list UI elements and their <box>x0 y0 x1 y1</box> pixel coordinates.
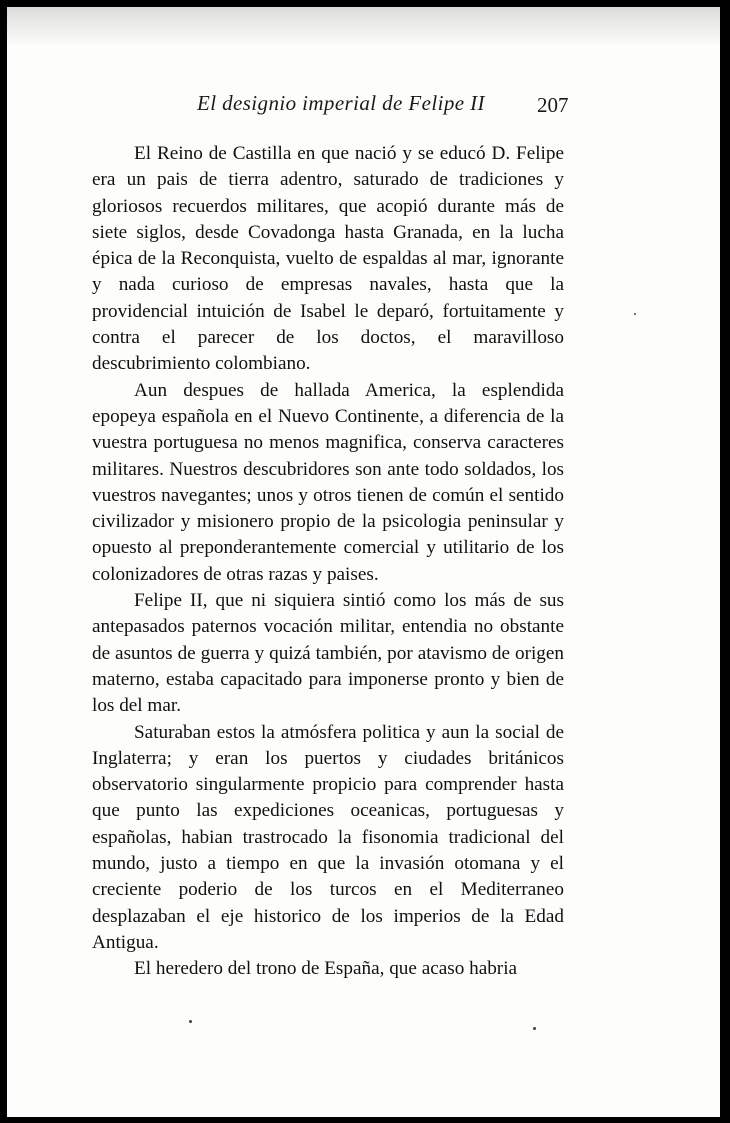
paragraph: El Reino de Castilla en que nació y se educó D. Felipe era un pais de tierra adentro, saturado de tradiciones y gloriosos recuerdos militares, que acopió durante más de siete siglos, desde Covadonga hasta Granada, en la lucha épica de la Reconquista, vuelto de espaldas al mar, ignorante y nada curioso de empresas navales, hasta que la providencial intuición de Isabel le deparó, fortuitamente y contra el parecer de los doctos, el maravilloso descubrimiento colombiano. <box>92 143 564 375</box>
paragraph: Aun despues de hallada America, la esplendida epopeya española en el Nuevo Continente, a diferencia de la vuestra portuguesa no menos magnifica, conserva caracteres militares. Nuestros descubridores son ante todo soldados, los vuestros navegantes; unos y otros tienen de común el sentido civilizador y misionero propio de la psicologia peninsular y opuesto al preponderantemente comercial y utilitario de los colonizadores de otras razas y paises. <box>92 379 564 585</box>
print-speck <box>634 313 636 315</box>
book-page <box>7 7 720 1117</box>
running-title: El designio imperial de Felipe II <box>197 91 485 115</box>
running-head <box>7 91 720 123</box>
body-text <box>92 141 564 983</box>
paragraph: El heredero del trono de España, que acaso habria <box>134 958 518 980</box>
paragraph: Saturaban estos la atmósfera politica y aun la social de Inglaterra; y eran los puertos y ciudades británicos observatorio singularmente propicio para comprender hasta que punto las expediciones oceanicas, portuguesas y españolas, habian trastrocado la fisonomia tradicional del mundo, justo a tiempo en que la invasión otomana y el creciente poderio de los turcos en el Mediterraneo desplazaban el eje historico de los imperios de la Edad Antigua. <box>92 721 564 953</box>
page-number: 207 <box>537 93 569 117</box>
print-speck <box>189 1020 192 1023</box>
paragraph: Felipe II, que ni siquiera sintió como los más de sus antepasados paternos vocación militar, entendia no obstante de asuntos de guerra y quizá también, por atavismo de origen materno, estaba capacitado para imponerse pronto y bien de los del mar. <box>92 590 564 717</box>
print-speck <box>533 1027 536 1030</box>
